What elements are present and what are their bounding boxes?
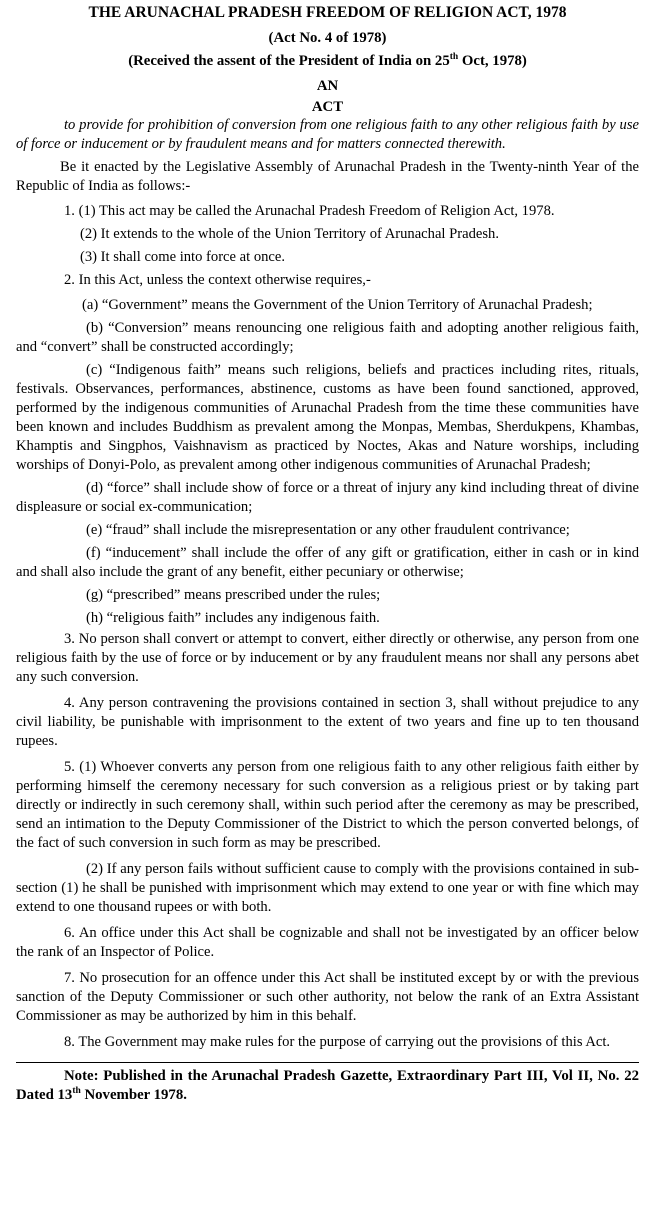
section-3: 3. No person shall convert or attempt to convert, either directly or otherwise, any person from one religious faith by the use of force or by inducement or by any fraudulent means nor shall any persons abet any such conversion. — [16, 631, 639, 685]
enacting-clause: Be it enacted by the Legislative Assembly of Arunachal Pradesh in the Twenty-ninth Year of the Republic of India as follows:- — [16, 159, 639, 194]
section-5-1: 5. (1) Whoever converts any person from one religious faith to any other religious faith either by performing himself the ceremony necessary for such conversion as a religious priest or by taking part directly or indirectly in such ceremony shall, within such period after the ceremony as may be prescribed, send an intimation to the Deputy Commissioner of the District to which the person converted belongs, of the fact of such conversion in such form as may be prescribed. — [16, 759, 639, 851]
act-number: (Act No. 4 of 1978) — [268, 30, 387, 46]
preamble: to provide for prohibition of conversion from one religious faith to any other religious faith by use of force or inducement or by fraudulent means and for matters connected therewith. — [16, 117, 639, 152]
assent-line — [16, 52, 639, 71]
section-7: 7. No prosecution for an offence under this Act shall be instituted except by or with the previous sanction of the Deputy Commissioner or such other authority, not below the rank of an Extra Assistant Commissioner as may be authorized by him in this behalf. — [16, 970, 639, 1024]
section-1-3: (3) It shall come into force at once. — [80, 249, 286, 265]
gazette-note — [16, 1067, 639, 1105]
an-heading: AN — [316, 78, 339, 94]
note-superscript: th — [72, 1086, 81, 1097]
assent-text-end: Oct, 1978) — [458, 53, 527, 69]
definition-h: (h) “religious faith” includes any indigenous faith. — [86, 610, 380, 626]
definition-a: (a) “Government” means the Government of the Union Territory of Arunachal Pradesh; — [82, 297, 593, 313]
definition-c: (c) “Indigenous faith” means such religions, beliefs and practices including rites, rituals, festivals. Observances, performances, abstinence, customs as have been found sanctioned, approved, performed by the indigenous communities of Arunachal Pradesh from the time these communities have been known and includes Buddhism as prevalent among the Monpas, Membas, Sherdukpens, Khambas, Khamptis and Singphos, Vaishnavism as practiced by Noctes, Akas and Nature worships, including worships of Donyi-Polo, as prevalent among other indigenous communities of Arunachal Pradesh; — [16, 362, 639, 473]
definition-e: (e) “fraud” shall include the misrepresentation or any other fraudulent contrivance; — [86, 522, 570, 538]
definition-b: (b) “Conversion” means renouncing one religious faith and adopting another religious faith, and “convert” shall be constructed accordingly; — [16, 320, 639, 355]
act-heading: ACT — [311, 99, 344, 115]
assent-text: (Received the assent of the President of India on 25 — [128, 53, 450, 69]
section-1-2: (2) It extends to the whole of the Union Territory of Arunachal Pradesh. — [80, 226, 499, 242]
assent-superscript: th — [449, 52, 459, 63]
act-title: THE ARUNACHAL PRADESH FREEDOM OF RELIGION ACT, 1978 — [88, 4, 567, 21]
section-1-1: 1. (1) This act may be called the Arunachal Pradesh Freedom of Religion Act, 1978. — [64, 203, 555, 219]
definition-d: (d) “force” shall include show of force or a threat of injury any kind including threat of divine displeasure or social ex-communication; — [16, 480, 639, 515]
section-2: 2. In this Act, unless the context otherwise requires,- — [64, 272, 371, 288]
section-5-2: (2) If any person fails without sufficient cause to comply with the provisions contained in sub-section (1) he shall be punished with imprisonment which may extend to one year or with fine which may extend to one thousand rupees or with both. — [16, 861, 639, 915]
document-page — [0, 3, 655, 1105]
note-text: Note: Published in the Arunachal Pradesh Gazette, Extraordinary Part III, Vol II, No. 22 Dated 13 — [16, 1068, 639, 1103]
section-6: 6. An office under this Act shall be cognizable and shall not be investigated by an officer below the rank of an Inspector of Police. — [16, 925, 639, 960]
section-4: 4. Any person contravening the provisions contained in section 3, shall without prejudice to any civil liability, be punishable with imprisonment to the extent of two years and fine up to ten thousand rupees. — [16, 695, 639, 749]
section-8: 8. The Government may make rules for the purpose of carrying out the provisions of this Act. — [64, 1034, 611, 1050]
definition-g: (g) “prescribed” means prescribed under the rules; — [86, 587, 381, 603]
note-divider — [16, 1062, 639, 1063]
note-text-end: November 1978. — [80, 1087, 187, 1103]
definition-f: (f) “inducement” shall include the offer of any gift or gratification, either in cash or in kind and shall also include the grant of any benefit, either pecuniary or otherwise; — [16, 545, 639, 580]
